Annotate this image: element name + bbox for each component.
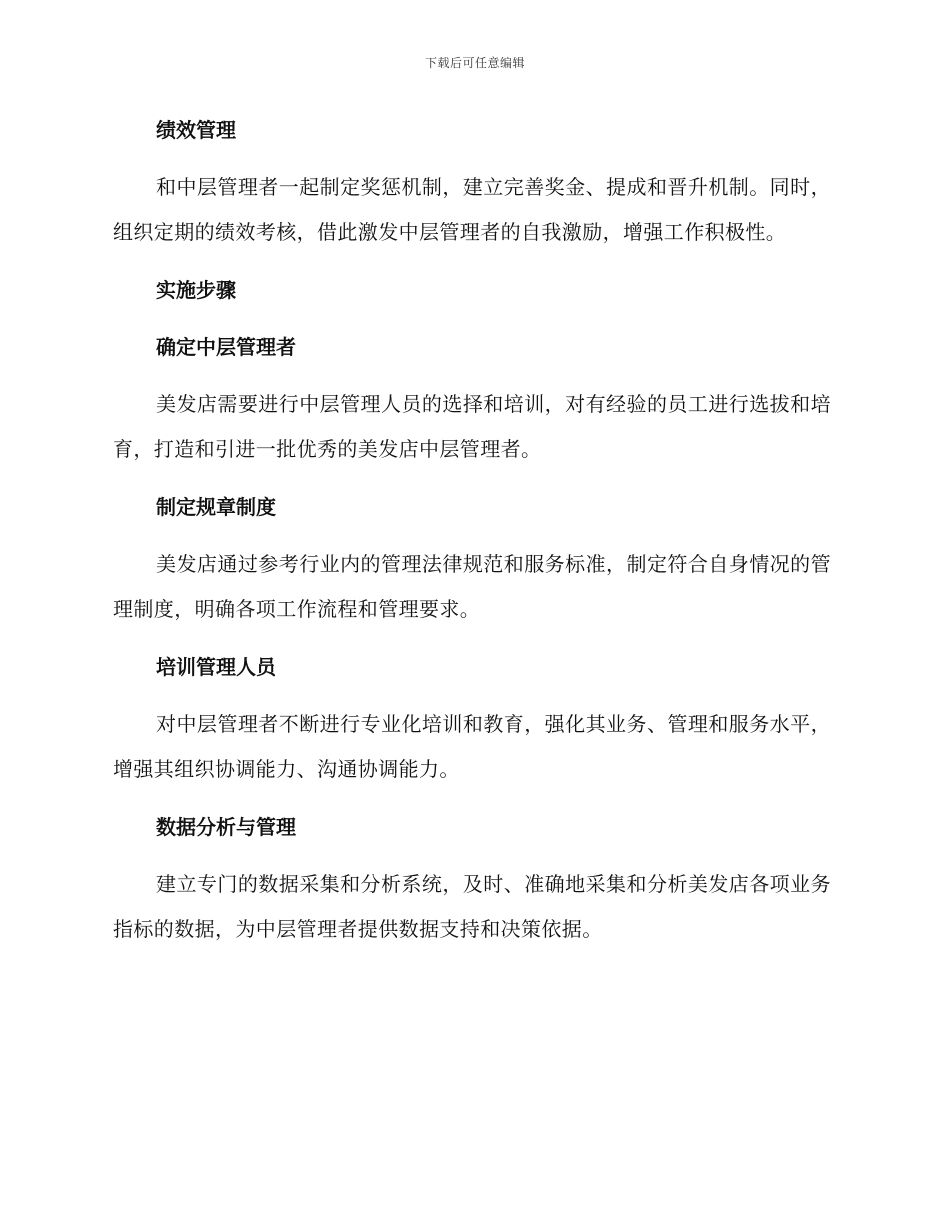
section-heading-data-analysis: 数据分析与管理 — [156, 815, 296, 839]
section-heading-regulations: 制定规章制度 — [156, 495, 276, 519]
section-heading-implementation-steps: 实施步骤 — [156, 278, 236, 302]
section-paragraph-data-analysis: 建立专门的数据采集和分析系统，及时、准确地采集和分析美发店各项业务指标的数据，为中层管理者提供数据支持和决策依据。 — [113, 872, 831, 941]
document-body — [113, 108, 831, 965]
section-heading-identify-managers: 确定中层管理者 — [156, 335, 296, 359]
section-paragraph-identify-managers: 美发店需要进行中层管理人员的选择和培训，对有经验的员工进行选拔和培育，打造和引进一批优秀的美发店中层管理者。 — [113, 392, 831, 461]
section-paragraph-regulations: 美发店通过参考行业内的管理法律规范和服务标准，制定符合自身情况的管理制度，明确各项工作流程和管理要求。 — [113, 552, 831, 621]
section-heading-training: 培训管理人员 — [156, 655, 276, 679]
section-heading-performance: 绩效管理 — [156, 118, 236, 142]
section-paragraph-performance: 和中层管理者一起制定奖惩机制，建立完善奖金、提成和晋升机制。同时，组织定期的绩效考核，借此激发中层管理者的自我激励，增强工作积极性。 — [113, 175, 831, 244]
section-paragraph-training: 对中层管理者不断进行专业化培训和教育，强化其业务、管理和服务水平，增强其组织协调能力、沟通协调能力。 — [113, 712, 831, 781]
page-header-note: 下载后可任意编辑 — [424, 56, 525, 70]
